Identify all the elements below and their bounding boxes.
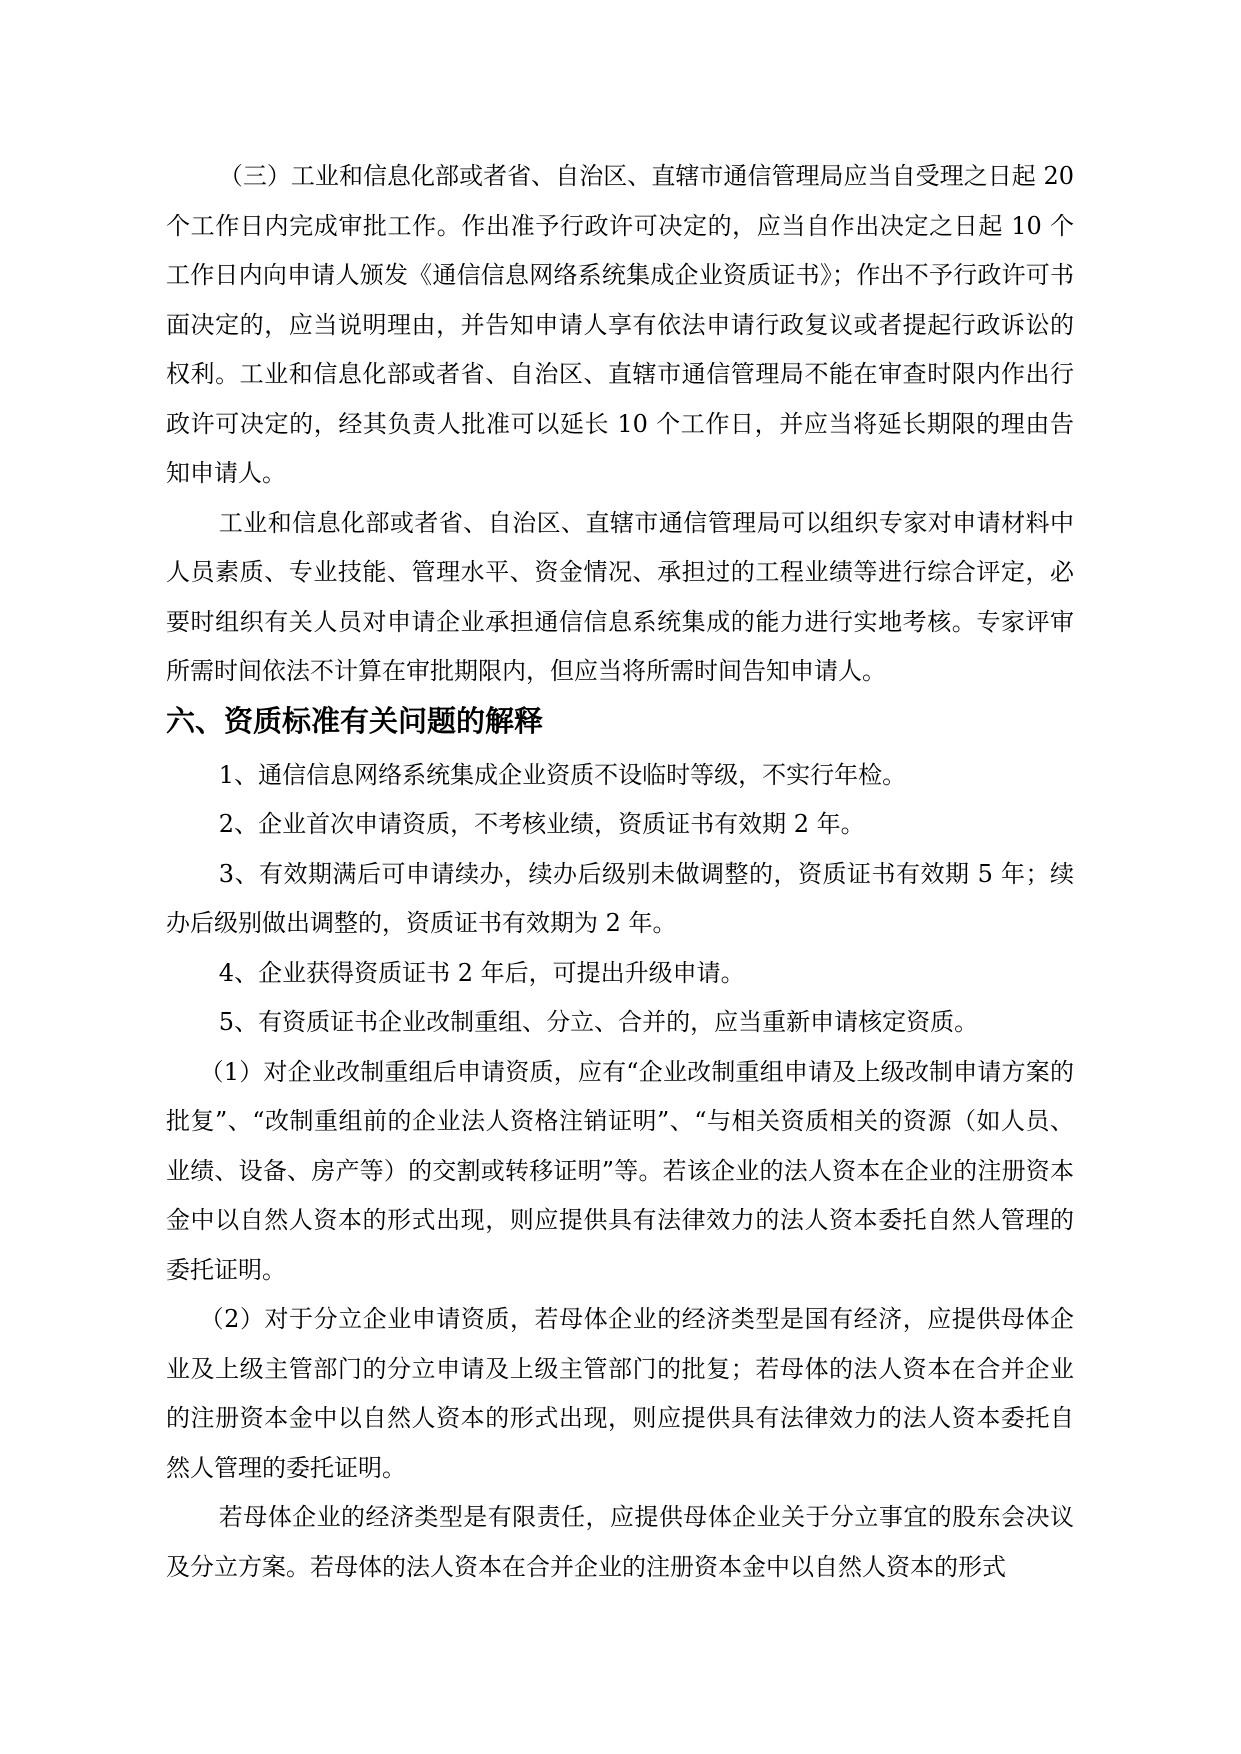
paragraph-limited-liability: 若母体企业的经济类型是有限责任，应提供母体企业关于分立事宜的股东会决议及分立方案。若母体的法人资本在合并企业的注册资本金中以自然人资本的形式 xyxy=(166,1503,1074,1581)
list-item-2: 2、企业首次申请资质，不考核业绩，资质证书有效期 2 年。 xyxy=(218,810,865,838)
paragraph-expert-review: 工业和信息化部或者省、自治区、直辖市通信管理局可以组织专家对申请材料中人员素质、专业技能、管理水平、资金情况、承担过的工程业绩等进行综合评定，必要时组织有关人员对申请企业承担通信信息系统集成的能力进行实地考核。专家评审所需时间依法不计算在审批期限内，但应当将所需时间告知申请人。 xyxy=(166,508,1074,685)
list-item-4: 4、企业获得资质证书 2 年后，可提出升级申请。 xyxy=(218,958,745,987)
list-item-1: 1、通信信息网络系统集成企业资质不设临时等级，不实行年检。 xyxy=(218,760,907,789)
paragraph-approval-timeline: （三）工业和信息化部或者省、自治区、直辖市通信管理局应当自受理之日起 20 个工作日内完成审批工作。作出准予行政许可决定的，应当自作出决定之日起 10 个工作日内向申请人颁发《通信信息网络系统集成企业资质证书》；作出不予行政许可书面决定的，应当说明理由，并告知申请人享有依法申请行政复议或者提起行政诉讼的权利。工业和信息化部或者省、自治区、直辖市通信管理局不能在审查时限内作出行政许可决定的，经其负责人批准可以延长 10 个工作日，并应当将延长期限的理由告知申请人。 xyxy=(166,162,1082,487)
subitem-split: （2）对于分立企业申请资质，若母体企业的经济类型是国有经济，应提供母体企业及上级主管部门的分立申请及上级主管部门的批复；若母体的法人资本在合并企业的注册资本金中以自然人资本的形式出现，则应提供具有法律效力的法人资本委托自然人管理的委托证明。 xyxy=(166,1305,1074,1482)
list-item-3: 3、有效期满后可申请续办，续办后级别未做调整的，资质证书有效期 5 年；续办后级别做出调整的，资质证书有效期为 2 年。 xyxy=(166,859,1074,937)
subitem-restructuring: （1）对企业改制重组后申请资质，应有“企业改制重组申请及上级改制申请方案的批复”、“改制重组前的企业法人资格注销证明”、“与相关资质相关的资源（如人员、业绩、设备、房产等）的交割或转移证明”等。若该企业的法人资本在企业的注册资本金中以自然人资本的形式出现，则应提供具有法律效力的法人资本委托自然人管理的委托证明。 xyxy=(166,1057,1074,1284)
section-title: 六、资质标准有关问题的解释 xyxy=(166,703,544,738)
document-body xyxy=(166,152,1082,1592)
list-item-5: 5、有资质证书企业改制重组、分立、合并的，应当重新申请核定资质。 xyxy=(218,1008,979,1036)
